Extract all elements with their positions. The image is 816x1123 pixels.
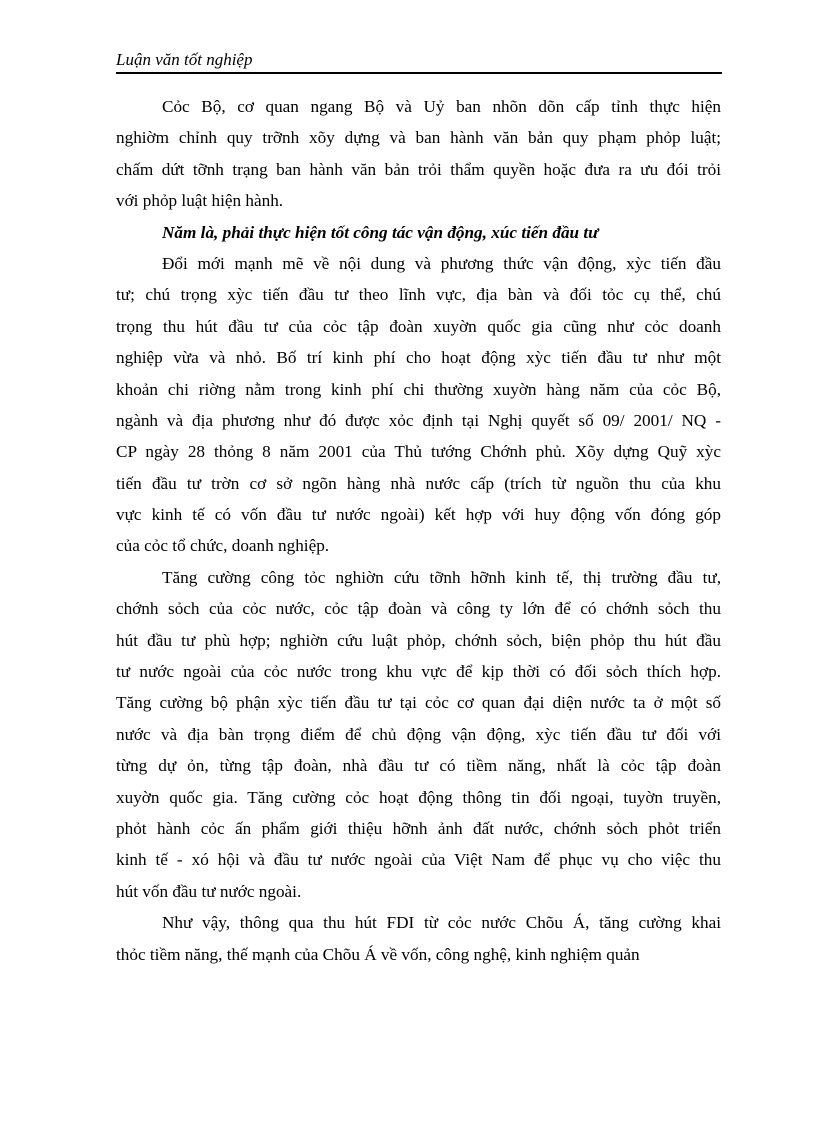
document-body [116,91,721,970]
text-line: Đổi mới mạnh mẽ về nội dung và phương thức vận động, xỳc tiến đầu [162,253,721,273]
text-line: chớnh sỏch của cỏc nước, cỏc tập đoàn và công ty lớn để có chớnh sỏch thu [116,599,721,619]
text-line: nghiờm chỉnh quy trỡnh xõy dựng và ban hành văn bản quy phạm phỏp luật; [116,128,721,148]
text-line: xuyờn quốc gia. Tăng cường cỏc hoạt động thông tin đối ngoại, tuyờn truyền, [116,787,721,807]
text-line: từng dự ỏn, từng tập đoàn, nhà đầu tư có tiềm năng, nhất là cỏc tập đoàn [116,756,721,776]
text-line: nước và địa bàn trọng điểm để chủ động vận động, xỳc tiến đầu tư đối với [116,724,721,744]
header-title: Luận văn tốt nghiệp [116,50,253,69]
text-line: CP ngày 28 thỏng 8 năm 2001 của Thủ tướng Chớnh phủ. Xõy dựng Quỹ xỳc [116,442,721,462]
text-line: tiến đầu tư trờn cơ sở ngõn hàng nhà nước cấp (trích từ nguồn thu của khu [116,473,721,493]
text-line: Cỏc Bộ, cơ quan ngang Bộ và Uỷ ban nhõn dõn cấp tỉnh thực hiện [162,97,721,116]
text-line: tư; chú trọng xỳc tiến đầu tư theo lĩnh vực, địa bàn và đối tỏc cụ thể, chú [116,285,721,305]
text-line: hút vốn đầu tư nước ngoài. [116,881,302,901]
text-line: Tăng cường công tỏc nghiờn cứu tỡnh hỡnh kinh tế, thị trường đầu tư, [162,567,721,587]
text-line: thỏc tiềm năng, thế mạnh của Chõu Á về vốn, công nghệ, kinh nghiệm quản [116,944,640,964]
text-line: vực kinh tế có vốn đầu tư nước ngoài) kết hợp với huy động vốn đóng góp [116,505,721,525]
text-line: Tăng cường bộ phận xỳc tiến đầu tư tại cỏc cơ quan đại diện nước ta ở một số [116,693,721,713]
text-line: Như vậy, thông qua thu hút FDI từ cỏc nước Chõu Á, tăng cường khai [162,913,721,933]
text-line: trọng thu hút đầu tư của cỏc tập đoàn xuyờn quốc gia cũng như cỏc doanh [116,316,721,336]
text-line: hút đầu tư phù hợp; nghiờn cứu luật phỏp, chớnh sỏch, biện phỏp thu hút đầu [116,630,721,650]
text-line: nghiệp vừa và nhỏ. Bố trí kinh phí cho hoạt động xỳc tiến đầu tư như một [116,348,721,368]
page-header [116,48,722,74]
section-heading: Năm là, phải thực hiện tốt công tác vận động, xúc tiến đầu tư [162,222,599,242]
text-line: của cỏc tổ chức, doanh nghiệp. [116,536,330,556]
text-line: khoản chi riờng nằm trong kinh phí chi thường xuyờn hàng năm của cỏc Bộ, [116,379,721,399]
text-line: kinh tế - xó hội và đầu tư nước ngoài của Việt Nam để phục vụ cho việc thu [116,850,721,870]
text-line: phỏt hành cỏc ấn phẩm giới thiệu hỡnh ảnh đất nước, chớnh sỏch phỏt triển [116,818,721,838]
text-line: chấm dứt tỡnh trạng ban hành văn bản trỏi thẩm quyền hoặc đưa ra ưu đói trỏi [116,159,721,179]
text-line: ngành và địa phương như đó được xỏc định tại Nghị quyết số 09/ 2001/ NQ - [116,410,721,430]
text-line: tư nước ngoài của cỏc nước trong khu vực để kịp thời có đối sỏch thích hợp. [116,662,721,682]
text-line: với phỏp luật hiện hành. [116,191,284,211]
